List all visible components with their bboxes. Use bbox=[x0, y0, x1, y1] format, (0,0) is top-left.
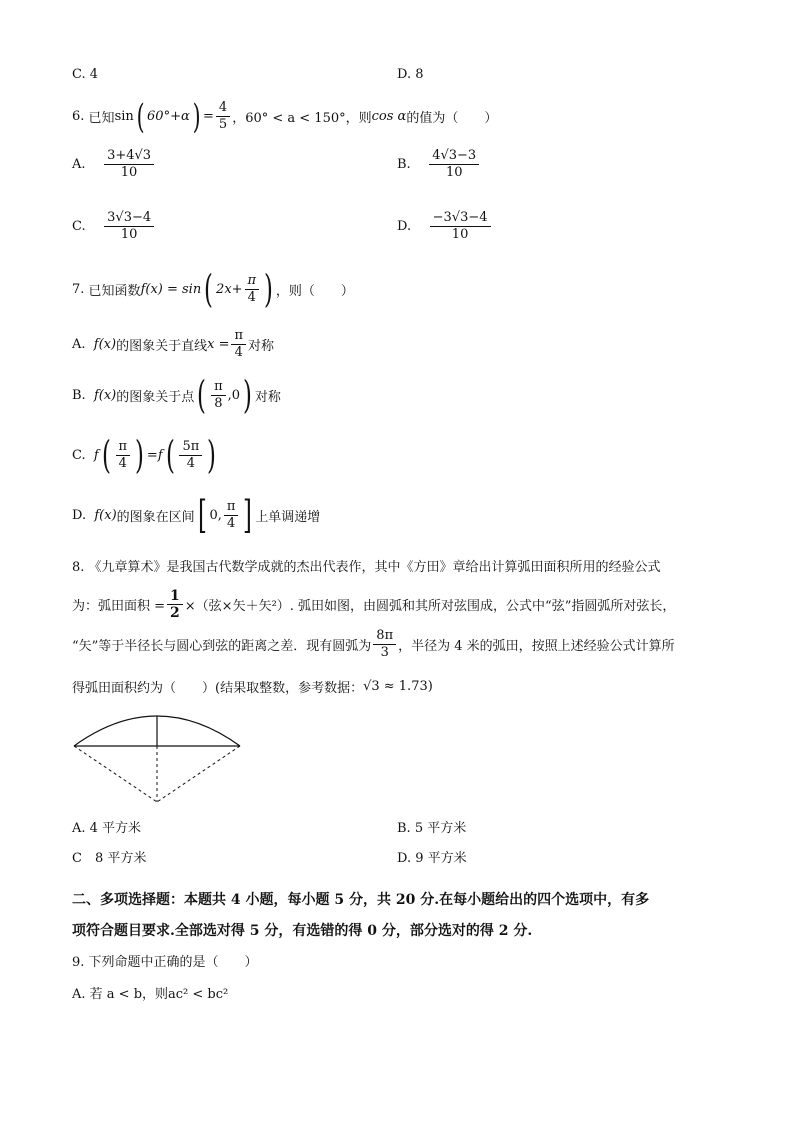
q8-half bbox=[167, 588, 183, 621]
q7-option-b[interactable] bbox=[72, 373, 281, 417]
fx: f(x) bbox=[93, 337, 117, 352]
equals: = bbox=[146, 447, 158, 463]
option-fraction bbox=[231, 328, 246, 361]
option-d-prev: D. 8 bbox=[397, 67, 424, 82]
frac-num: 4√3−3 bbox=[429, 148, 479, 165]
frac-num: π bbox=[245, 273, 260, 290]
frac-num: π bbox=[224, 499, 239, 516]
q8-line1: 8. 《九章算术》是我国古代数学成就的杰出代表作，其中《方田》章给出计算弧田面积所用的经验公式 bbox=[72, 560, 661, 575]
option-fraction bbox=[430, 210, 491, 243]
paren-left: ( bbox=[165, 433, 175, 477]
frac-num: 3+4√3 bbox=[104, 148, 154, 165]
f-symbol: f bbox=[157, 447, 163, 463]
frac-den: 4 bbox=[247, 289, 256, 305]
frac-den: 10 bbox=[445, 165, 463, 180]
q8-text: 得弧田面积约为（ ）(结果取整数，参考数据： bbox=[72, 681, 364, 696]
q6-option-a[interactable] bbox=[72, 148, 156, 181]
q6-cos: cos α bbox=[371, 109, 407, 124]
fx: f(x) bbox=[93, 387, 117, 403]
frac-num: π bbox=[116, 439, 131, 456]
q8-text: ×（弦×矢＋矢²）. 弧田如图，由圆弧和其所对弦围成，公式中“弦”指圆弧所对弦长， bbox=[184, 599, 676, 614]
option-label: D. bbox=[72, 507, 87, 523]
q6-option-c[interactable] bbox=[72, 210, 156, 243]
q6-fraction bbox=[216, 100, 230, 133]
q8-option-a[interactable]: A. 4 平方米 bbox=[72, 821, 142, 836]
option-label: A. bbox=[72, 337, 86, 352]
option-fraction bbox=[429, 148, 479, 181]
option-text: 的图象关于点 bbox=[116, 389, 195, 405]
q7-func: f(x) = sin bbox=[140, 281, 202, 297]
frac-den: 4 bbox=[234, 345, 243, 360]
q7-suffix: ，则（ ） bbox=[275, 283, 354, 299]
q8-text: 为：弧田面积 = bbox=[72, 599, 166, 614]
radius-right bbox=[157, 746, 240, 802]
option-fraction bbox=[211, 379, 226, 412]
q8-option-d[interactable]: D. 9 平方米 bbox=[397, 851, 467, 866]
q7-inner: 2x+ bbox=[216, 281, 243, 297]
option-label: C. bbox=[72, 219, 86, 234]
option-fraction bbox=[224, 499, 239, 532]
paren-right: ) bbox=[192, 96, 201, 137]
bracket-right: ] bbox=[243, 493, 253, 537]
interval-start: 0, bbox=[209, 507, 222, 523]
frac-num: 1 bbox=[167, 588, 183, 605]
arc-field-figure bbox=[70, 710, 245, 808]
q8-sqrt-ref: √3 ≈ 1.73) bbox=[363, 679, 433, 694]
q8-text: “矢”等于半径长与圆心到弦的距离之差．现有圆弧为 bbox=[72, 639, 372, 654]
paren-right: ) bbox=[243, 373, 252, 417]
q7-stem bbox=[72, 267, 354, 311]
q8-line4 bbox=[72, 677, 433, 696]
q6-option-d[interactable] bbox=[397, 210, 493, 243]
frac-den: 4 bbox=[227, 515, 236, 531]
q8-arc bbox=[373, 628, 396, 661]
frac-den: 4 bbox=[186, 455, 195, 471]
paren-left: ( bbox=[136, 96, 145, 137]
frac-num: π bbox=[211, 379, 226, 396]
frac-den: 10 bbox=[120, 165, 138, 180]
frac-den: 10 bbox=[120, 227, 138, 242]
frac-num: 8π bbox=[373, 628, 396, 645]
frac-den: 10 bbox=[451, 227, 469, 242]
paren-right: ) bbox=[264, 267, 273, 311]
q6-eq: = bbox=[203, 109, 214, 124]
option-label: B. bbox=[397, 157, 411, 172]
paren-left: ( bbox=[197, 373, 207, 417]
q7-option-c[interactable] bbox=[72, 433, 219, 477]
option-tail: 上单调递增 bbox=[255, 509, 321, 525]
option-fraction bbox=[104, 148, 154, 181]
paren-right: ) bbox=[207, 433, 217, 477]
section2-heading-line2: 项符合题目要求.全部选对得 5 分，有选错的得 0 分，部分选对的得 2 分. bbox=[72, 923, 533, 939]
frac-den: 4 bbox=[118, 455, 127, 471]
fx: f(x) bbox=[94, 507, 117, 523]
q6-number: 6. bbox=[72, 109, 85, 124]
option-label: B. bbox=[72, 387, 86, 403]
radius-left bbox=[74, 746, 157, 802]
option-tail: 对称 bbox=[248, 339, 275, 354]
option-fraction bbox=[116, 439, 131, 472]
q9-stem: 9. 下列命题中正确的是（ ） bbox=[72, 955, 258, 970]
q6-sin: sin bbox=[114, 109, 134, 124]
q6-option-b[interactable] bbox=[397, 148, 481, 181]
frac-den: 5 bbox=[218, 117, 228, 132]
q7-option-d[interactable] bbox=[72, 493, 321, 537]
var-x: x = bbox=[207, 337, 230, 352]
q6-stem bbox=[72, 96, 498, 137]
frac-num: −3√3−4 bbox=[430, 210, 491, 227]
q6-suffix: 的值为（ ） bbox=[406, 111, 498, 126]
q6-prefix: 已知 bbox=[88, 111, 115, 126]
paren-left: ( bbox=[204, 267, 214, 311]
option-fraction bbox=[179, 439, 202, 472]
q7-option-a[interactable] bbox=[72, 328, 274, 361]
q7-prefix: 已知函数 bbox=[88, 283, 141, 299]
q8-line2 bbox=[72, 588, 675, 621]
option-tail: 对称 bbox=[254, 389, 281, 405]
paren-right: ) bbox=[135, 433, 144, 477]
option-label: D. bbox=[397, 219, 412, 234]
frac-den: 2 bbox=[170, 605, 180, 621]
paren-left: ( bbox=[101, 433, 111, 477]
frac-num: π bbox=[231, 328, 246, 345]
option-label: A. bbox=[72, 157, 86, 172]
frac-num: 5π bbox=[179, 439, 202, 456]
option-label: C. bbox=[72, 447, 86, 463]
option-text: 的图象关于直线 bbox=[116, 339, 208, 354]
q7-fraction bbox=[245, 273, 260, 306]
option-fraction bbox=[104, 210, 154, 243]
bracket-left: [ bbox=[197, 493, 207, 537]
q7-number: 7. bbox=[72, 281, 85, 297]
option-text: 的图象在区间 bbox=[116, 509, 195, 525]
q9-option-a[interactable]: A. 若 a < b，则ac² < bc² bbox=[72, 987, 229, 1002]
q8-text: ，半径为 4 米的弧田，按照上述经验公式计算所 bbox=[398, 639, 675, 654]
option-c-prev: C. 4 bbox=[72, 67, 99, 82]
q8-line3 bbox=[72, 628, 675, 661]
frac-num: 4 bbox=[216, 100, 230, 117]
q6-range: ，60° < a < 150°，则 bbox=[232, 111, 372, 126]
frac-den: 3 bbox=[380, 645, 389, 660]
q8-option-c[interactable]: C 8 平方米 bbox=[72, 851, 147, 866]
frac-den: 8 bbox=[214, 395, 223, 411]
point-y: ,0 bbox=[227, 387, 241, 403]
q6-arg: 60°+α bbox=[147, 109, 190, 124]
f-symbol: f bbox=[93, 447, 99, 463]
q8-option-b[interactable]: B. 5 平方米 bbox=[397, 821, 467, 836]
frac-num: 3√3−4 bbox=[104, 210, 154, 227]
section2-heading-line1: 二、多项选择题：本题共 4 小题，每小题 5 分，共 20 分.在每小题给出的四个选项中，有多 bbox=[72, 892, 650, 908]
